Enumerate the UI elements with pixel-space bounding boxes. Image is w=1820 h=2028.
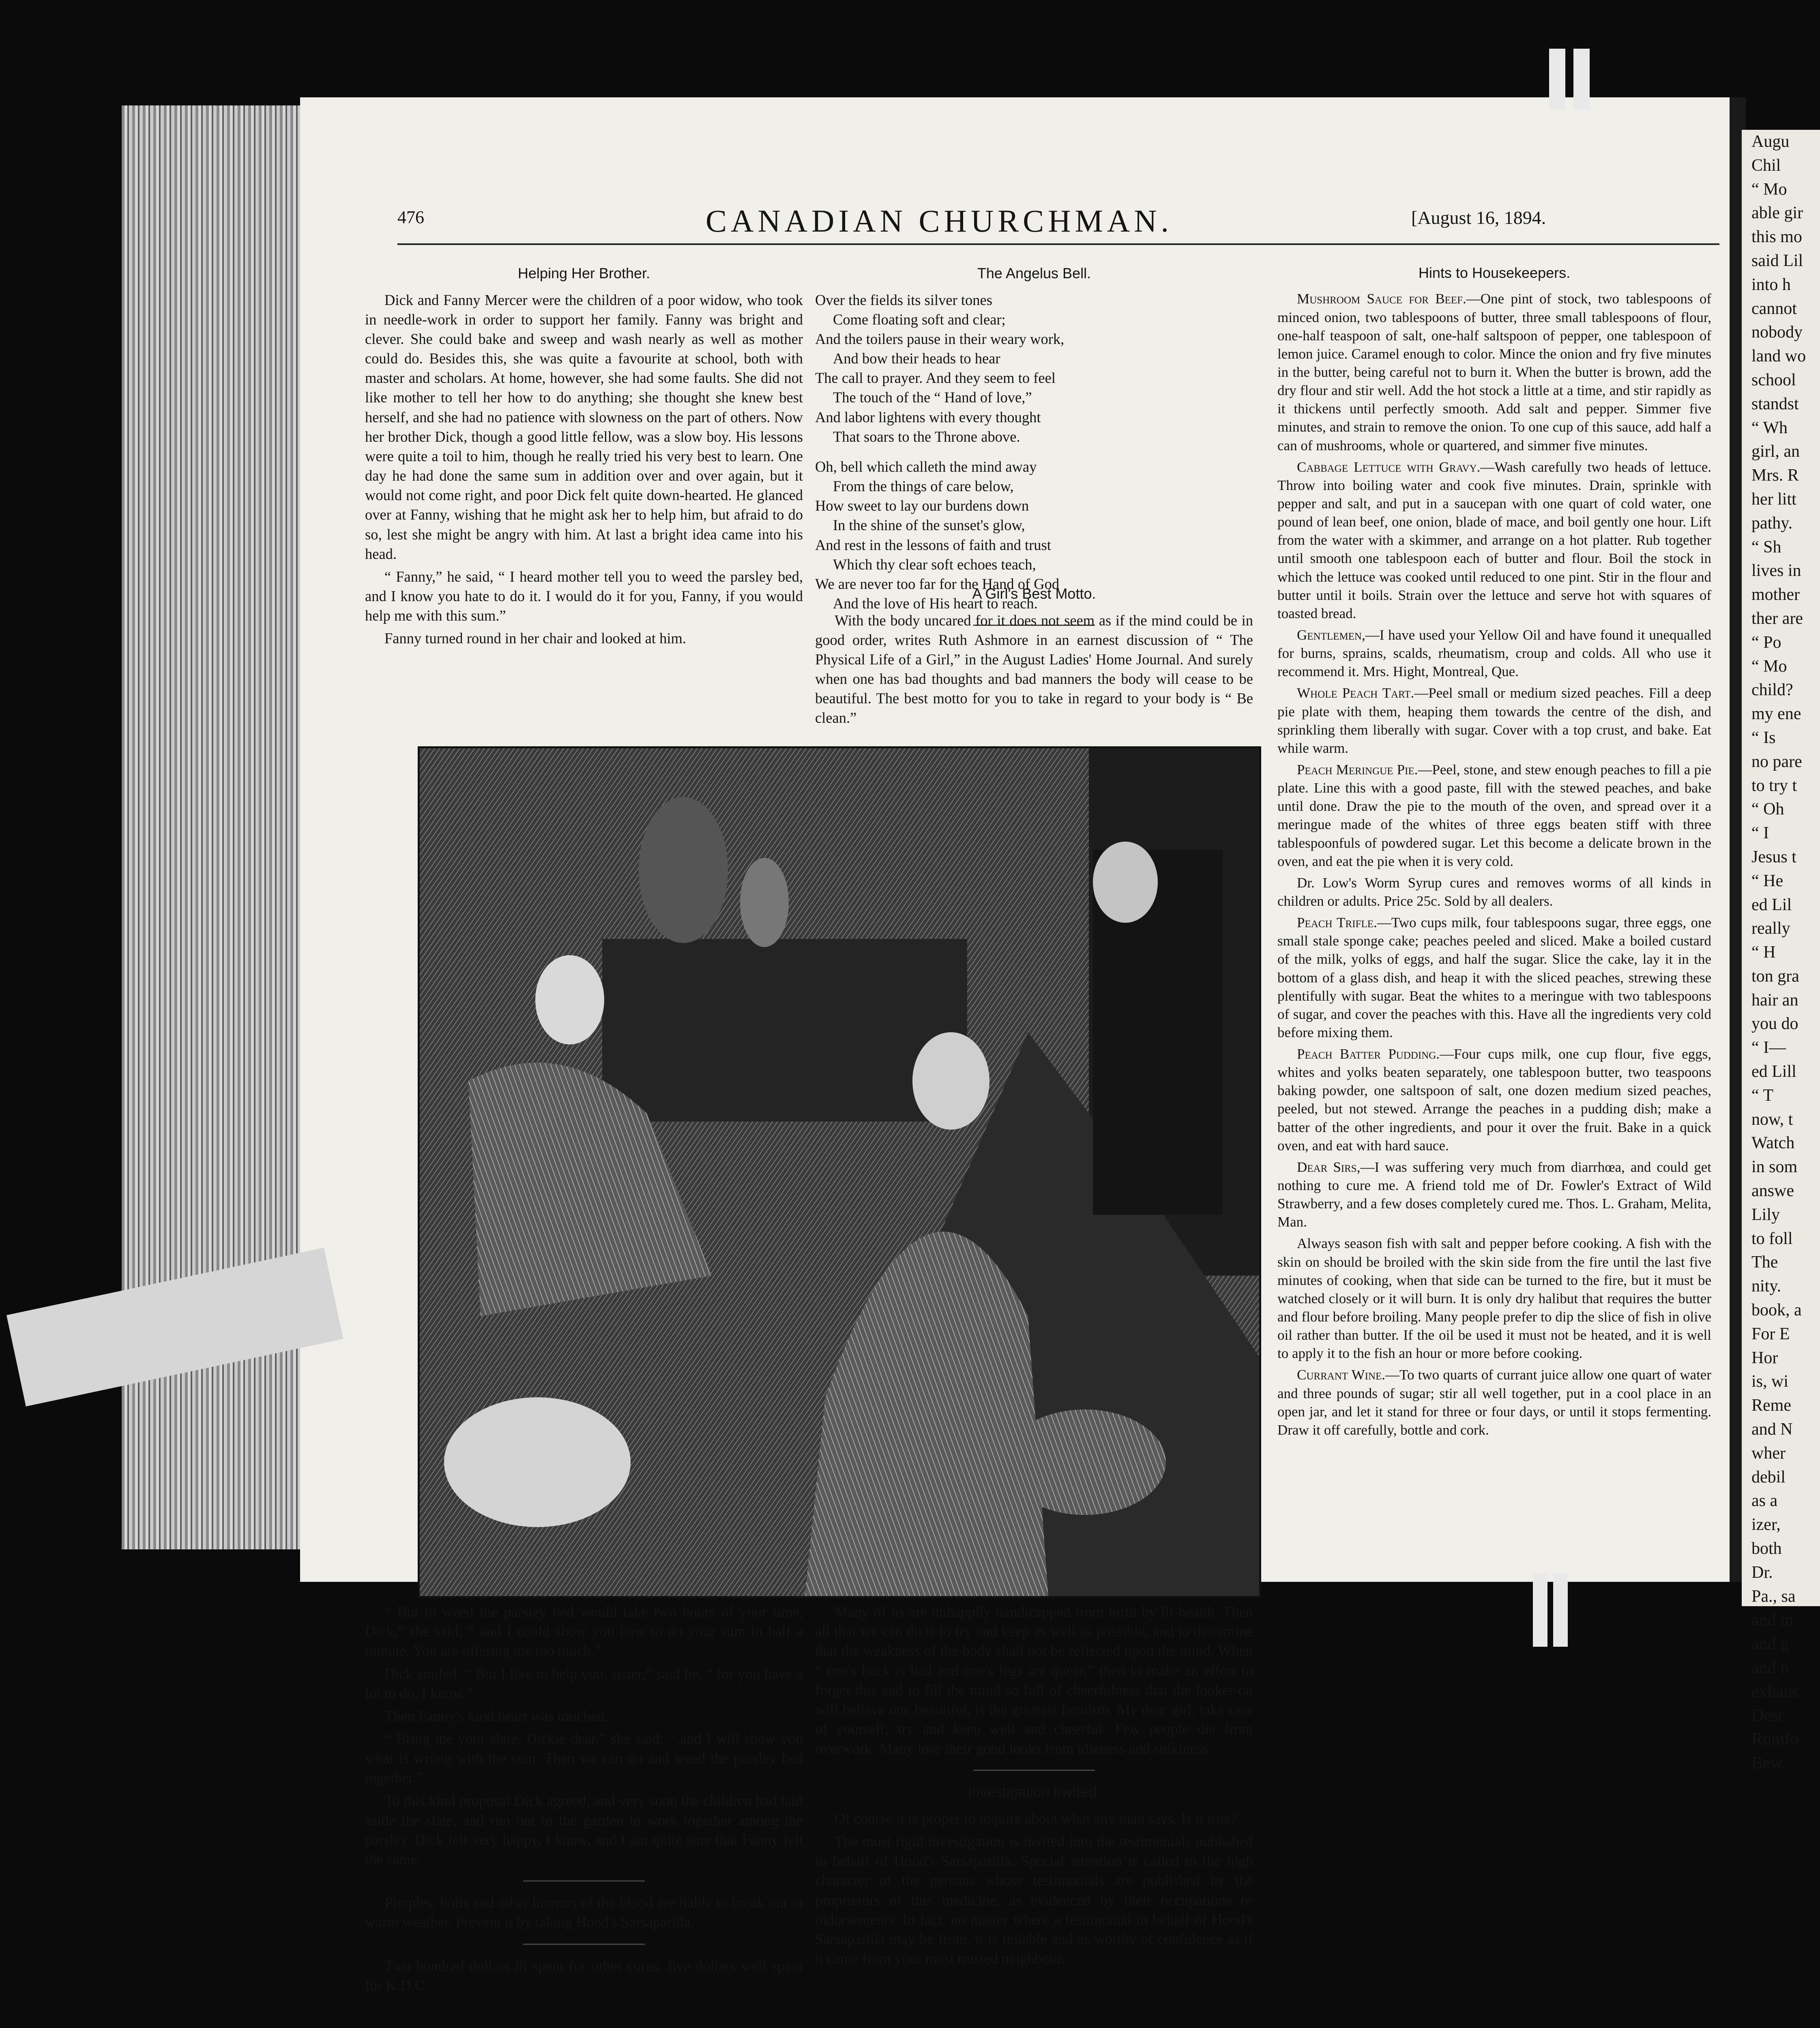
recipe-item bbox=[1277, 684, 1711, 757]
next-page-line: into h bbox=[1751, 275, 1791, 294]
next-page-line: hair an bbox=[1751, 990, 1799, 1010]
recipe-heading: Peach Meringue Pie. bbox=[1297, 761, 1418, 778]
verse-line: Oh, bell which calleth the mind away bbox=[815, 458, 1037, 475]
next-page-line: “ Po bbox=[1751, 633, 1781, 652]
paragraph: Of course it is proper to inquire about what any man says, Is it true? bbox=[835, 1810, 1237, 1827]
next-page-line: cannot bbox=[1751, 299, 1797, 318]
verse-line: The touch of the “ Hand of love,” bbox=[833, 389, 1032, 406]
next-page-line: book, a bbox=[1751, 1301, 1802, 1320]
recipe-heading: Peach Trifle. bbox=[1297, 915, 1377, 931]
recipe-item bbox=[1277, 1045, 1711, 1155]
recipe-item bbox=[1277, 626, 1711, 681]
next-page-line: Bew bbox=[1751, 1754, 1783, 1773]
masthead: CANADIAN CHURCHMAN. bbox=[706, 203, 1173, 238]
recipe-heading: Gentlemen, bbox=[1297, 627, 1365, 643]
next-page-line: land wo bbox=[1751, 347, 1806, 366]
next-page-line: my ene bbox=[1751, 705, 1801, 724]
recipe-heading: Mushroom Sauce for Beef. bbox=[1297, 291, 1466, 307]
next-page-line: “ I bbox=[1751, 824, 1769, 843]
recipe-body: —I have used your Yellow Oil and have found it unequalled for burns, sprains, scalds, rheumatism, croup and colds. All who use it recommend it. Mrs. Hight, Montreal, Que. bbox=[1277, 627, 1711, 680]
recipe-item bbox=[1277, 1158, 1711, 1231]
recipe-item bbox=[1277, 290, 1711, 454]
next-page-line: and m bbox=[1751, 1611, 1794, 1630]
next-page-line: really bbox=[1751, 919, 1790, 938]
next-page-line: nity. bbox=[1751, 1277, 1781, 1296]
next-page-line: exhaus bbox=[1751, 1682, 1799, 1701]
paragraph: The most rigid investigation is invited into the testimonials published in behalf of Hood's Sarsaparilla. Special attention is called to the high character of the persons whose testimonials are published by the proprietors of this medicine, as evidenced by their occupations or indorsements. In fact, no matter where a testimonial in behalf of Hood's Sarsaparilla may be from, it is reliable and as worthy of confidence as if it came from your most trusted neighbour. bbox=[815, 1833, 1253, 1967]
next-page-line: ed Lil bbox=[1751, 895, 1792, 914]
divider bbox=[523, 1880, 645, 1882]
poem-angelus-bell bbox=[815, 264, 1253, 637]
next-page-line: Watch bbox=[1751, 1134, 1795, 1153]
column-hints-to-housekeepers bbox=[1277, 264, 1711, 1442]
verse-line: From the things of care below, bbox=[833, 478, 1014, 495]
verse-line: And bow their heads to hear bbox=[833, 350, 1000, 367]
next-page-line: both bbox=[1751, 1539, 1782, 1558]
verse-line: And labor lightens with every thought bbox=[815, 408, 1041, 425]
next-page-line: no pare bbox=[1751, 752, 1802, 771]
recipe-item bbox=[1277, 458, 1711, 623]
next-page-line: ed Lill bbox=[1751, 1062, 1796, 1081]
next-page-line: to try t bbox=[1751, 776, 1797, 795]
next-page-line: school bbox=[1751, 370, 1796, 389]
article-girls-motto-cont bbox=[815, 1602, 1253, 1972]
paragraph: Then Fanny's kind heart was touched. bbox=[384, 1707, 608, 1724]
next-page-line: Jesus t bbox=[1751, 847, 1796, 866]
paragraph: Dick and Fanny Mercer were the children of a poor widow, who took in needle-work in order to support her family. Fanny was bright and clever. She could bake and sweep and wash nearly as well as mother could do. Besides this, she was quite a favourite at school, both with master and scholars. At home, however, she had some faults. She did not like mother to tell her how to do anything; she thought she knew best herself, and she had no patience with slowness on the part of others. Now her brother Dick, though a good little fellow, was a slow boy. His lessons were quite a toil to him, though he really tried his very best to learn. One day he had done the same sum in addition over and over again, but it would not come right, and poor Dick felt quite down-hearted. He glanced over at Fanny, wishing that he might ask her to help him, but afraid to do so, lest she might be angry with him. At last a bright idea came into his head. bbox=[365, 291, 803, 562]
next-page-line: standst bbox=[1751, 394, 1799, 413]
next-page-line: to foll bbox=[1751, 1229, 1793, 1248]
next-page-line: debil bbox=[1751, 1467, 1786, 1487]
recipe-body: Always season fish with salt and pepper before cooking. A fish with the skin on should be broiled with the skin side from the fire until the last five minutes of cooking, when that side can be turned to the fire, but it must be watched closely or it will burn. It is only dry halibut that requires the butter and flour before broiling. Many people prefer to dip the slice of fish in olive oil rather than butter. If the oil be used it must not be heated, and it is well to apply it to the fish an hour or more before cooking. bbox=[1277, 1235, 1711, 1362]
next-page-line: and n bbox=[1751, 1658, 1789, 1677]
recipe-body: —One pint of stock, two tablespoons of minced onion, two tablespoons of butter, three small tablespoons of flour, one-half teaspoon of salt, one-half saltspoon of pepper, one tablespoon of lemon juice. Caramel enough to color. Mince the onion and fry five minutes in the butter, being careful not to burn it. When the butter is brown, add the dry flour and stir well. Add the hot stock a little at a time, and stir rapidly as it thickens until perfectly smooth. Add salt and pepper. Simmer five minutes, and strain to remove the onion. To one cup of this sauce, add half a can of mushrooms, whole or quartered, and simmer five minutes. bbox=[1277, 291, 1711, 453]
paragraph: “ Bring me your slate, Dickie dear,” she said, “ and I will show you what is wrong with the sum. Then we can go and weed the parsley bed together.” bbox=[365, 1730, 803, 1786]
next-page-line: Rumfo bbox=[1751, 1730, 1799, 1749]
recipe-body: —Peel, stone, and stew enough peaches to fill a pie plate. Line this with a good paste, fill with the stewed peaches, and bake until done. Draw the pie to the mouth of the oven, and spread over it a meringue made of the whites of three eggs beaten stiff with three tablespoonfuls of powdered sugar. Let this become a delicate brown in the oven, and eat the pie when it is very cold. bbox=[1277, 761, 1711, 869]
verse-line: And the love of His heart to reach. bbox=[833, 595, 1038, 612]
recipe-body: —Two cups milk, four tablespoons sugar, three eggs, one small stale sponge cake; peaches peeled and sliced. Make a boiled custard of the milk, yolks of eggs, and half the sugar. Slice the cake, lay it in the bottom of a glass dish, and heap it with the sliced peaches, strewing these plentifully with sugar. Beat the whites to a meringue with two tablespoons of sugar, and cover the peaches with this. Have all the ingredients very cold before mixing them. bbox=[1277, 915, 1712, 1040]
next-page-line: Hor bbox=[1751, 1348, 1778, 1367]
recipe-body: —To two quarts of currant juice allow one quart of water and three pounds of sugar; stir all well together, put in a cool place in an open jar, and let it stand for three or four days, or until it stops fermenting. Draw it off carefully, bottle and cork. bbox=[1277, 1367, 1711, 1438]
recipe-item bbox=[1277, 874, 1711, 910]
next-page-line: For E bbox=[1751, 1324, 1790, 1343]
next-page-line: said Lil bbox=[1751, 251, 1803, 270]
divider bbox=[973, 1770, 1095, 1771]
binder-tab-top-2 bbox=[1573, 49, 1590, 110]
next-page-line: in som bbox=[1751, 1158, 1798, 1177]
paragraph: Fanny turned round in her chair and looked at him. bbox=[384, 630, 687, 647]
paragraph: Dick smiled. “ But I like to help you, sister,” said he, “ for you have a lot to do, I know.” bbox=[365, 1665, 803, 1701]
next-page-line: “ Sh bbox=[1751, 537, 1781, 556]
next-page-line: The bbox=[1751, 1253, 1778, 1272]
paragraph: With the body uncared for it does not seem as if the mind could be in good order, writes Ruth Ashmore in an earnest discussion of “ The Physical Life of a Girl,” in the August Ladies' Home Journal. And surely when one has bad thoughts and bad manners the body will cease to be beautiful. The best motto for you to take in regard to your body is “ Be clean.” bbox=[815, 612, 1253, 726]
next-page-line: “ Wh bbox=[1751, 418, 1788, 437]
verse-line: Over the fields its silver tones bbox=[815, 291, 992, 308]
binder-tab-bottom-2 bbox=[1553, 1574, 1568, 1647]
verse-line: How sweet to lay our burdens down bbox=[815, 497, 1029, 514]
next-page-line: Lily bbox=[1751, 1205, 1780, 1224]
verse-line: We are never too far for the Hand of God bbox=[815, 575, 1060, 592]
header-rule bbox=[397, 243, 1719, 245]
next-page-line: girl, an bbox=[1751, 442, 1800, 461]
recipe-item bbox=[1277, 913, 1711, 1042]
advertisement: Pimples, boils and other humors of the blood are liable to break out in warm weather. Prevent it by taking Hood's Sarsaparilla. bbox=[365, 1894, 803, 1931]
engraving-drawing bbox=[420, 748, 1259, 1596]
page-number: 476 bbox=[397, 207, 424, 227]
recipe-body: —Four cups milk, one cup flour, five eggs, whites and yolks beaten separately, one tablespoon butter, two teaspoons baking powder, one saltspoon of salt, one dozen medium sized peaches, peeled, but not stewed. Arrange the peaches in a pudding dish; make a batter of the other ingredients, and pour it over the fruit. Bake in a quick oven, and eat with hard sauce. bbox=[1277, 1046, 1711, 1154]
verse-line: Which thy clear soft echoes teach, bbox=[833, 556, 1036, 573]
next-page-line: “ H bbox=[1751, 943, 1776, 962]
next-page-line: this mo bbox=[1751, 228, 1802, 247]
next-page-line: nobody bbox=[1751, 323, 1803, 342]
recipe-heading: Peach Batter Pudding. bbox=[1297, 1046, 1440, 1062]
next-page-line: child? bbox=[1751, 681, 1793, 700]
recipe-item bbox=[1277, 1366, 1711, 1439]
paragraph: “ Fanny,” he said, “ I heard mother tell you to weed the parsley bed, and I know you hate to do it. I would do it for you, Fanny, if you would help me with this sum.” bbox=[365, 568, 803, 624]
page-header bbox=[365, 203, 1711, 239]
next-page-line: “ T bbox=[1751, 1086, 1774, 1105]
article-helping-brother-cont bbox=[365, 1602, 803, 1998]
recipe-heading: Cabbage Lettuce with Gravy. bbox=[1297, 459, 1481, 475]
next-page-line: lives in bbox=[1751, 561, 1801, 580]
next-page-line: ton gra bbox=[1751, 967, 1799, 986]
article-helping-brother bbox=[365, 264, 803, 652]
next-page-line: Chil bbox=[1751, 156, 1781, 175]
verse-line: Come floating soft and clear; bbox=[833, 311, 1006, 328]
recipe-body: Dr. Low's Worm Syrup cures and removes worms of all kinds in children or adults. Price 25c. Sold by all dealers. bbox=[1277, 874, 1711, 909]
next-page-line: and g bbox=[1751, 1635, 1789, 1654]
recipe-heading: Whole Peach Tart. bbox=[1297, 685, 1414, 701]
issue-date: [August 16, 1894. bbox=[1411, 207, 1546, 228]
next-page-line: Augu bbox=[1751, 132, 1790, 151]
next-page-line: her litt bbox=[1751, 490, 1796, 509]
recipe-heading: Dear Sirs, bbox=[1297, 1159, 1361, 1175]
next-page-line: mother bbox=[1751, 585, 1800, 604]
next-page-line: ther are bbox=[1751, 609, 1803, 628]
next-page-line: and N bbox=[1751, 1420, 1793, 1439]
verse-line: The call to prayer. And they seem to feel bbox=[815, 370, 1056, 387]
article-title: Investigation Invited. bbox=[967, 1783, 1101, 1800]
advertisement: Two hundred dollars ill spent for other cures, five dollars well spent for K.D.C. bbox=[365, 1957, 803, 1994]
stanza bbox=[815, 290, 1253, 447]
next-page-line: “ Mo bbox=[1751, 180, 1787, 199]
recipe-heading: Currant Wine. bbox=[1297, 1367, 1386, 1383]
next-page-line: “ Is bbox=[1751, 728, 1776, 747]
binder-tab-top bbox=[1549, 49, 1565, 110]
recipe-body: —Peel small or medium sized peaches. Fill a deep pie plate with them, heaping them towards the centre of the dish, and sprinkling them liberally with sugar. Cover with a top crust, and bake. Eat while warm. bbox=[1277, 685, 1712, 756]
next-page-line: Desc bbox=[1751, 1706, 1786, 1725]
recipe-item bbox=[1277, 1234, 1711, 1362]
next-page-line: wher bbox=[1751, 1444, 1786, 1463]
recipe-body: —I was suffering very much from diarrhœa, and could get nothing to cure me. A friend told me of Dr. Fowler's Extract of Wild Strawberry, and a few doses completely cured me. Thos. L. Graham, Melita, Man. bbox=[1277, 1159, 1711, 1230]
next-page-line: you do bbox=[1751, 1014, 1799, 1033]
next-page-line: izer, bbox=[1751, 1515, 1781, 1534]
paragraph: To this kind proposal Dick agreed, and very soon the children had laid aside the slate, and run out to the garden to work together among the parsley. Dick felt very happy, I know, and I am quite sure that Fanny felt the same. bbox=[365, 1792, 803, 1868]
article-title: Helping Her Brother. bbox=[517, 265, 650, 281]
section-title: Hints to Housekeepers. bbox=[1418, 264, 1571, 281]
next-page-line: able gir bbox=[1751, 204, 1803, 223]
recipe-body: —Wash carefully two heads of lettuce. Throw into boiling water and cook five minutes. Drain, sprinkle with pepper and salt, and put in a saucepan with one quart of cold water, one pound of lean beef, one onion, blade of mace, and boil gently one hour. Lift from the water with a skimmer, and arrange on a hot platter. Rub together until smooth one tablespoon each of butter and flour. Boil the stock in which the lettuce was cooked until reduced to one pint. Stir in the flour and butter until it boils. Strain over the lettuce and serve hot with squares of toasted bread. bbox=[1277, 459, 1712, 621]
next-page-line: “ He bbox=[1751, 871, 1784, 890]
next-page-line: now, t bbox=[1751, 1110, 1793, 1129]
next-page-line: is, wi bbox=[1751, 1372, 1789, 1391]
binder-tab-bottom bbox=[1533, 1574, 1547, 1647]
next-page-line: answe bbox=[1751, 1182, 1794, 1201]
next-page-line: “ I— bbox=[1751, 1038, 1786, 1057]
next-page-line: as a bbox=[1751, 1491, 1778, 1510]
next-page-fragment bbox=[1742, 130, 1820, 1773]
next-page-line: “ Oh bbox=[1751, 800, 1784, 819]
next-page-line: Pa., sa bbox=[1751, 1587, 1796, 1606]
verse-line: And the toilers pause in their weary work, bbox=[815, 330, 1065, 347]
next-page-line: Dr. bbox=[1751, 1563, 1773, 1582]
poem-title: The Angelus Bell. bbox=[977, 265, 1091, 281]
next-page-line: Reme bbox=[1751, 1396, 1791, 1415]
engraving-illustration bbox=[418, 746, 1261, 1598]
verse-line: In the shine of the sunset's glow, bbox=[833, 517, 1025, 534]
next-page-line: pathy. bbox=[1751, 513, 1793, 533]
next-page-line: “ Mo bbox=[1751, 657, 1787, 676]
paragraph: “ But to weed the parsley bed would take two hours of your time, Dick,” she said, “ and I could show you how to do your sum in half a minute. You are offering me too much.” bbox=[365, 1603, 803, 1659]
verse-line: That soars to the Throne above. bbox=[833, 428, 1020, 445]
verse-line: And rest in the lessons of faith and trust bbox=[815, 536, 1051, 553]
paragraph: Many of us are unhappily handicapped from birth by ill-health. Then all that we can do is to try and keep as well as possible, and to determine that the weakness of the body shall not be reflected upon the mind. When “ one's back is bad and one's legs are queer,” then to make an effort to forget this and to fill the mind so full of cheerfulness that the looker-on will believe one beautiful, is the greatest heroism. My dear girl, take care of yourself; try and keep well and cheerful. Few people die from overwork. Many lose their good looks from idleness and sulkiness. bbox=[815, 1603, 1253, 1757]
next-page-line: Mrs. R bbox=[1751, 466, 1799, 485]
article-title: A Girl's Best Motto. bbox=[972, 585, 1096, 602]
recipe-item bbox=[1277, 760, 1711, 870]
divider bbox=[523, 1944, 645, 1945]
article-girls-motto bbox=[815, 584, 1253, 731]
